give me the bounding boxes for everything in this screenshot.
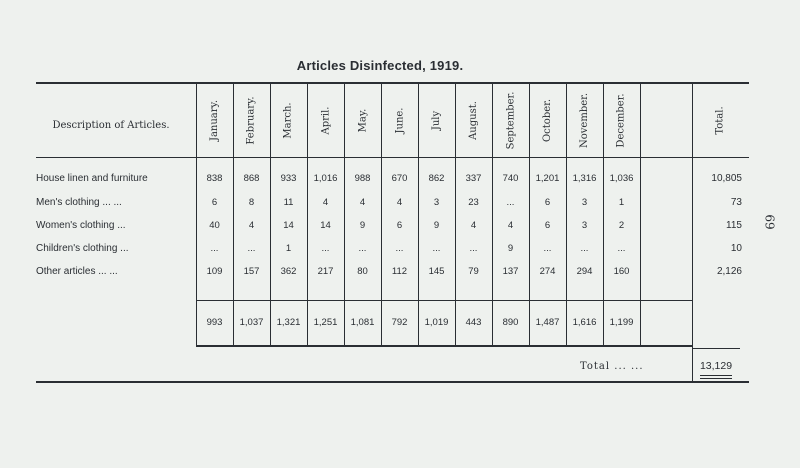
table-cell: ...: [395, 243, 404, 254]
month-header-label: January.: [209, 99, 220, 141]
row-total: 2,126: [716, 266, 742, 277]
table-cell: 112: [391, 266, 408, 277]
month-header: [603, 86, 640, 154]
month-header-label: August.: [468, 100, 479, 140]
table-cell: 11: [283, 197, 294, 208]
description-header: Description of Articles.: [52, 120, 170, 131]
monthly-total: 1,251: [313, 317, 338, 328]
table-cell: 4: [507, 220, 514, 231]
month-header-label: November.: [579, 92, 590, 148]
table-cell: 8: [248, 197, 255, 208]
table-cell: 933: [280, 173, 297, 184]
table-cell: 988: [354, 173, 371, 184]
monthly-total: 993: [206, 317, 223, 328]
month-header-label: December.: [616, 92, 627, 148]
table-cell: 1,201: [535, 173, 560, 184]
month-header-label: June.: [394, 107, 405, 133]
table-cell: 23: [468, 197, 479, 208]
column-divider: [640, 84, 641, 346]
table-cell: 6: [544, 220, 551, 231]
table-cell: 3: [581, 220, 588, 231]
table-cell: 9: [507, 243, 514, 254]
table-cell: 274: [539, 266, 556, 277]
table-cell: 4: [470, 220, 477, 231]
table-cell: ...: [543, 243, 552, 254]
table-cell: 6: [396, 220, 403, 231]
monthly-total: 443: [465, 317, 482, 328]
row-total: 10,805: [711, 173, 742, 184]
monthly-total: 1,616: [572, 317, 597, 328]
table-cell: 79: [468, 266, 479, 277]
table-cell: ...: [210, 243, 219, 254]
table-cell: ...: [506, 197, 515, 208]
month-header: [492, 86, 529, 154]
table-cell: 4: [359, 197, 366, 208]
row-label: Women's clothing ...: [36, 220, 126, 231]
table-cell: ...: [469, 243, 478, 254]
table-cell: 3: [433, 197, 440, 208]
table-cell: 9: [359, 220, 366, 231]
table-cell: 145: [428, 266, 445, 277]
month-header: [418, 86, 455, 154]
month-header-label: May.: [356, 108, 368, 132]
header-rule: [36, 157, 749, 158]
table-cell: 1,016: [313, 173, 338, 184]
table-cell: 157: [243, 266, 260, 277]
month-header-label: March.: [282, 101, 294, 139]
table-cell: 740: [502, 173, 519, 184]
table-cell: 4: [248, 220, 255, 231]
monthly-total: 890: [502, 317, 519, 328]
table-cell: 868: [243, 173, 260, 184]
monthly-total: 1,019: [424, 317, 449, 328]
table-cell: 294: [576, 266, 593, 277]
month-header: [381, 86, 418, 154]
table-cell: 14: [283, 220, 294, 231]
table-cell: 862: [428, 173, 445, 184]
month-header-label: February.: [246, 95, 257, 145]
table-cell: 6: [544, 197, 551, 208]
monthly-total: 1,199: [609, 317, 634, 328]
table-cell: 4: [322, 197, 329, 208]
table-cell: 217: [317, 266, 334, 277]
column-divider: [692, 84, 693, 382]
row-total: 115: [726, 220, 742, 231]
monthly-total: 792: [391, 317, 408, 328]
grand-total-label: Total ... ...: [580, 361, 644, 372]
row-total: 10: [730, 243, 742, 254]
table-cell: 1: [618, 197, 625, 208]
table-cell: 80: [357, 266, 368, 277]
row-label: Men's clothing ... ...: [36, 197, 122, 208]
grand-total-rule-bottom: [700, 375, 732, 376]
month-header: [307, 86, 344, 154]
table-cell: 1,036: [609, 173, 634, 184]
top-rule: [36, 82, 749, 84]
table-cell: 2: [618, 220, 625, 231]
table-cell: 6: [211, 197, 218, 208]
table-cell: 337: [465, 173, 482, 184]
table-cell: ...: [580, 243, 589, 254]
total-header-label: Total.: [715, 105, 726, 135]
table-cell: 9: [433, 220, 440, 231]
month-header-label: April.: [319, 106, 331, 134]
month-header: [233, 86, 270, 154]
monthly-total: 1,037: [239, 317, 264, 328]
table-cell: ...: [321, 243, 330, 254]
month-header: [455, 86, 492, 154]
month-header-label: September.: [505, 91, 516, 149]
table-title: Articles Disinfected, 1919.: [296, 58, 464, 73]
row-label: Other articles ... ...: [36, 266, 118, 277]
table-cell: ...: [432, 243, 441, 254]
table-cell: 1,316: [572, 173, 597, 184]
table-cell: 1: [285, 243, 292, 254]
table-cell: 362: [280, 266, 297, 277]
page-number: 69: [762, 214, 777, 230]
grand-total-rule-bottom2: [700, 378, 732, 379]
row-label: House linen and furniture: [36, 173, 148, 184]
table-cell: 838: [206, 173, 223, 184]
table-cell: 670: [391, 173, 408, 184]
row-label: Children's clothing ...: [36, 243, 129, 254]
total-header: [702, 86, 739, 154]
table-cell: 3: [581, 197, 588, 208]
row-total: 73: [730, 197, 742, 208]
table-cell: 137: [502, 266, 519, 277]
month-header-label: October.: [542, 98, 553, 142]
table-cell: ...: [247, 243, 256, 254]
grand-total-value: 13,129: [699, 360, 733, 372]
month-header: [344, 86, 381, 154]
month-header-label: July: [430, 110, 442, 130]
month-header: [566, 86, 603, 154]
bottom-rule: [36, 381, 749, 383]
monthly-total: 1,081: [350, 317, 375, 328]
month-header: [196, 86, 233, 154]
table-cell: 109: [206, 266, 223, 277]
table-cell: 160: [613, 266, 630, 277]
table-cell: 4: [396, 197, 403, 208]
grand-total-rule-top: [692, 348, 740, 349]
month-header: [529, 86, 566, 154]
table-cell: 40: [209, 220, 220, 231]
monthly-total: 1,321: [276, 317, 301, 328]
table-cell: ...: [358, 243, 367, 254]
month-header: [270, 86, 307, 154]
table-cell: ...: [617, 243, 626, 254]
table-cell: 14: [320, 220, 331, 231]
monthly-total: 1,487: [535, 317, 560, 328]
